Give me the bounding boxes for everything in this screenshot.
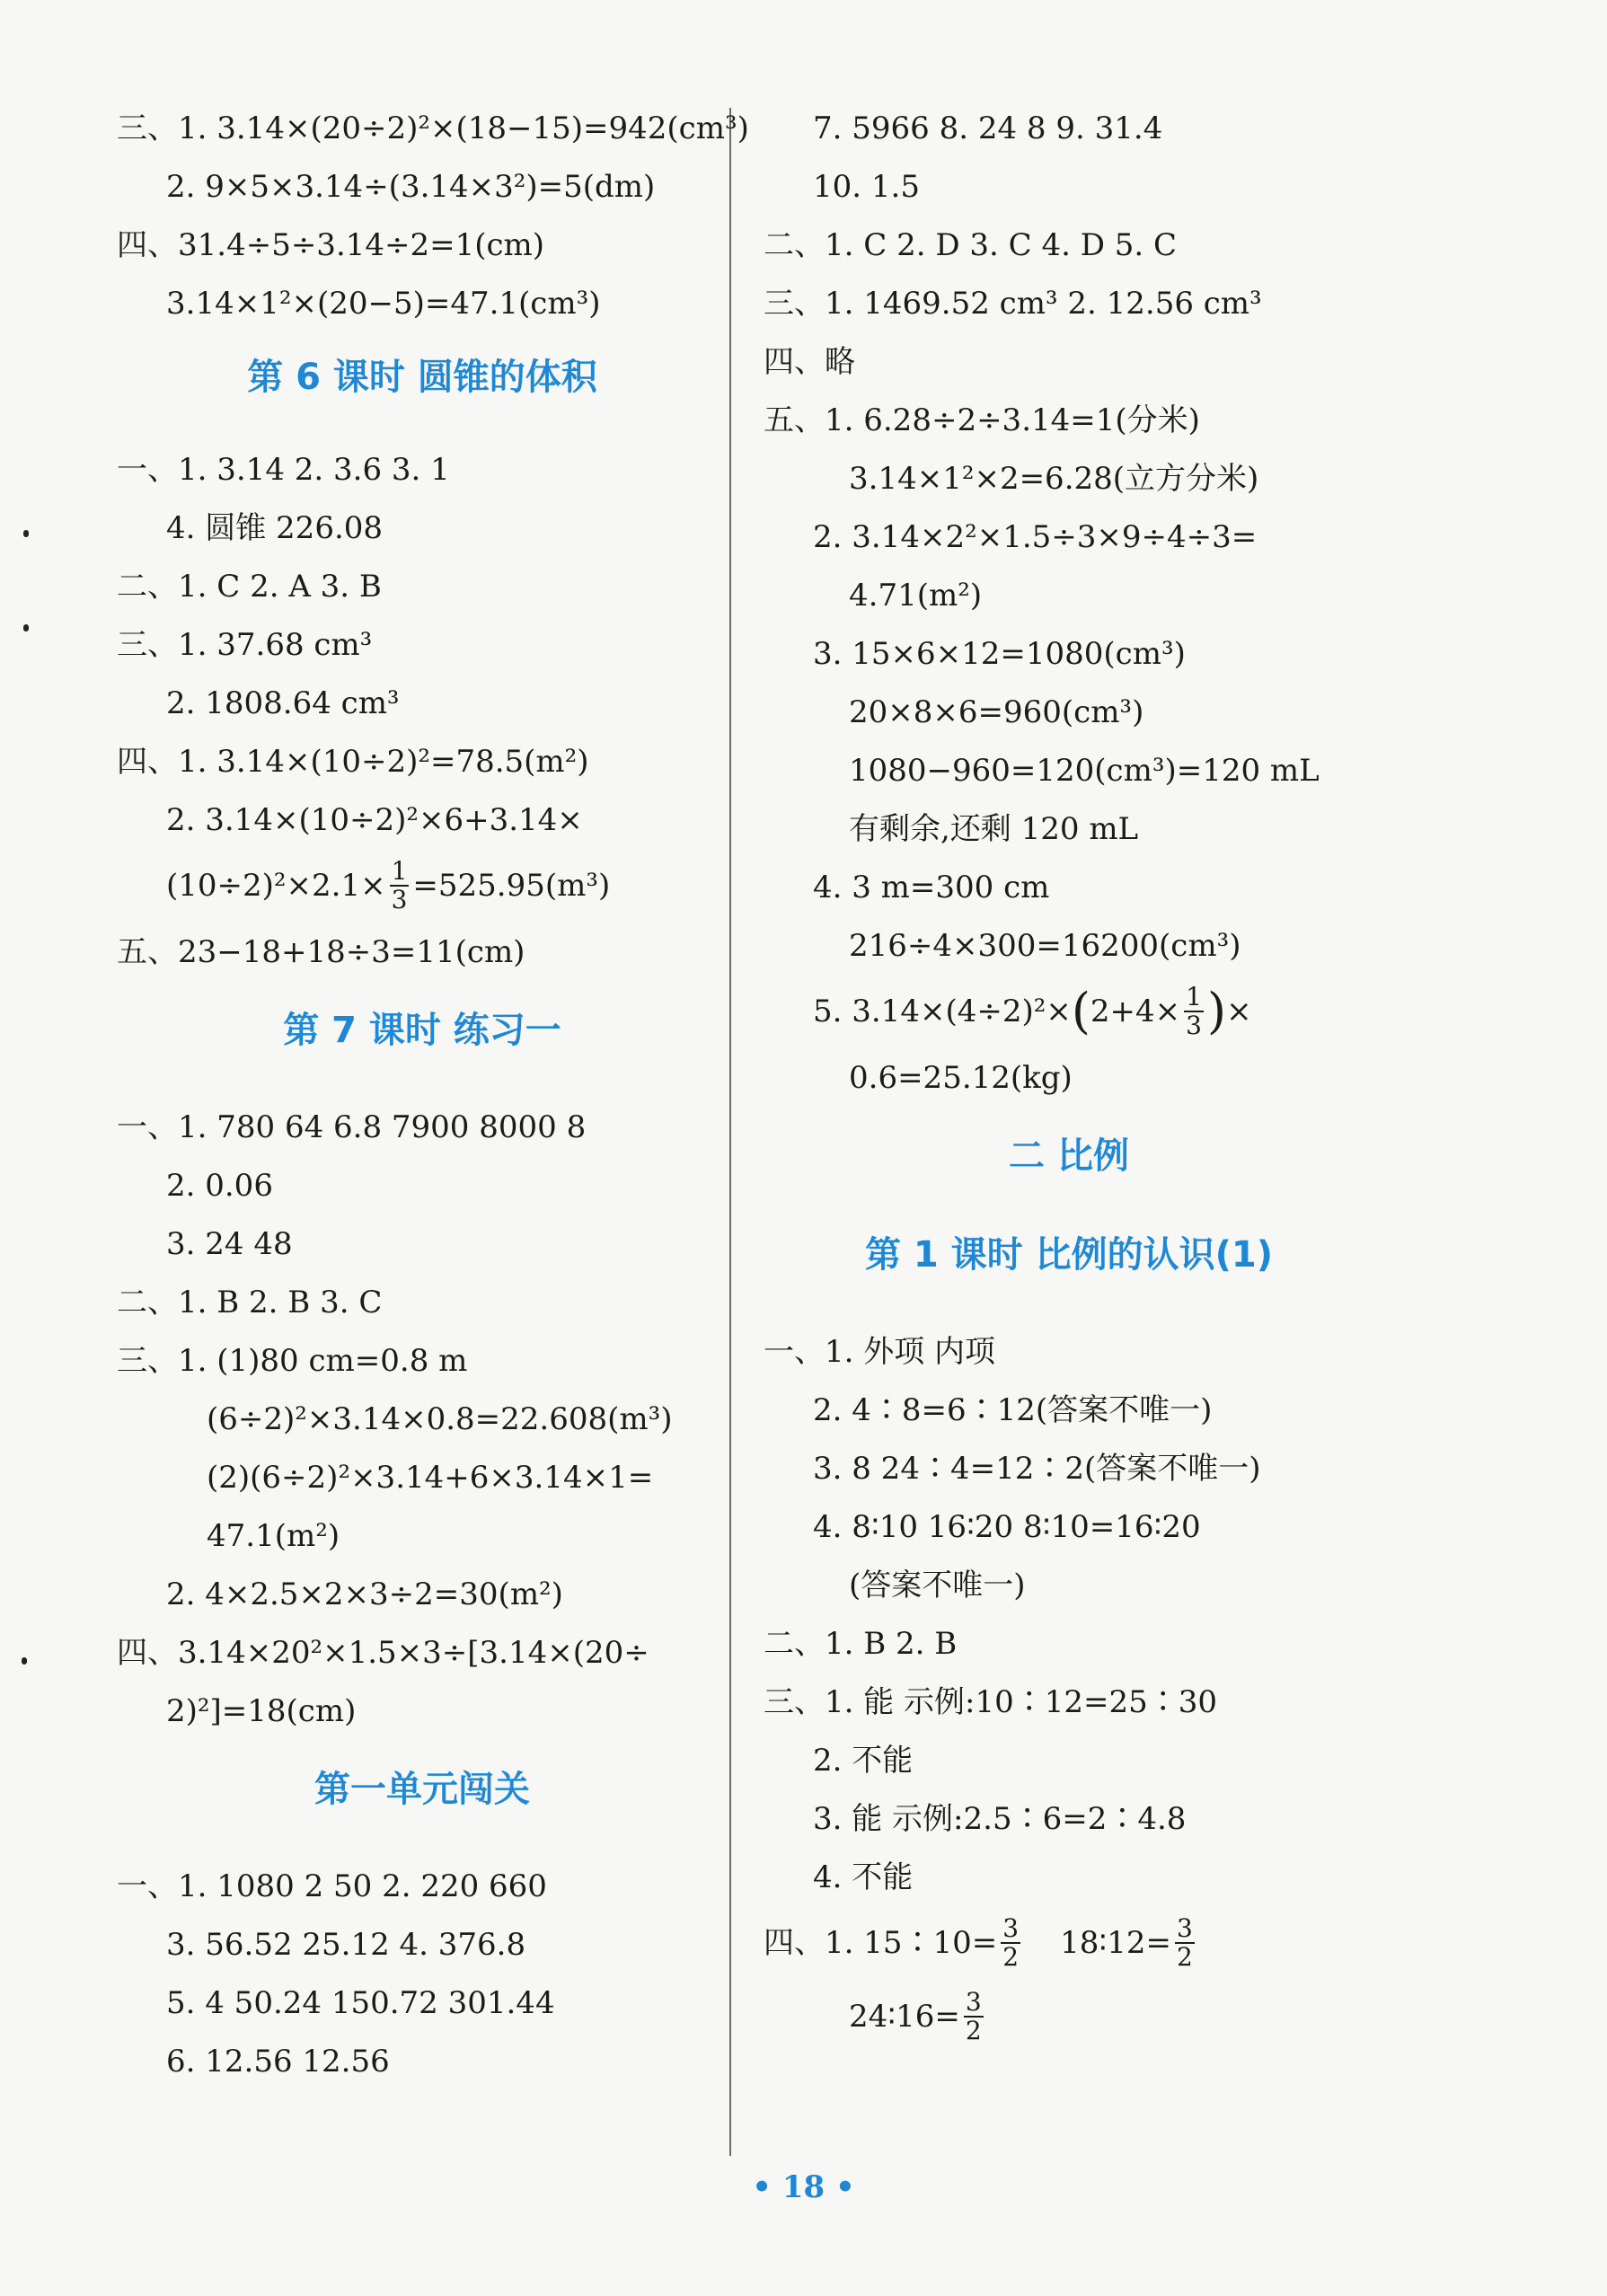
answer-line-fraction: (10÷2)²×2.1× $\frac{1}{3}$ =525.95(m³) [166, 856, 611, 914]
answer-line: 2. 9×5×3.14÷(3.14×3²)=5(dm) [166, 168, 656, 205]
answer-line: 20×8×6=960(cm³) [849, 693, 1144, 730]
answer-line: 0.6=25.12(kg) [849, 1059, 1073, 1096]
answer-line: 一、1. 780 64 6.8 7900 8000 8 [117, 1108, 587, 1145]
page-number: • 18 • [752, 2169, 855, 2205]
answer-line: 3. 24 48 [166, 1225, 293, 1262]
answer-line: 2. 3.14×(10÷2)²×6+3.14× [166, 801, 583, 838]
answer-line: 2. 不能 [813, 1742, 914, 1779]
answer-line: 一、1. 1080 2 50 2. 220 660 [117, 1868, 547, 1904]
answer-line: 6. 12.56 12.56 [166, 2043, 390, 2080]
answer-line: 4. 8∶10 16∶20 8∶10=16∶20 [813, 1508, 1201, 1545]
fraction: $\frac{3}{2}$ [1176, 1913, 1193, 1972]
answer-line: 4. 圆锥 226.08 [166, 509, 384, 546]
answer-line: 三、1. 1469.52 cm³ 2. 12.56 cm³ [764, 285, 1262, 322]
answer-line: 二、1. B 2. B 3. C [117, 1284, 383, 1320]
fraction: $\frac{3}{2}$ [965, 1987, 982, 2045]
fraction: $\frac{1}{3}$ [1186, 982, 1202, 1040]
answer-line: 3. 15×6×12=1080(cm³) [813, 635, 1186, 672]
answer-line: 3. 8 24∶4=12∶2(答案不唯一) [813, 1450, 1261, 1487]
section-heading: 第 6 课时 圆锥的体积 [247, 357, 597, 398]
answer-line: 五、23−18+18÷3=11(cm) [117, 933, 525, 970]
answer-line: 4. 3 m=300 cm [813, 869, 1050, 905]
right-column [764, 99, 1374, 2053]
answer-line: 三、1. 3.14×(20÷2)²×(18−15)=942(cm³) [117, 110, 749, 146]
answer-line: 10. 1.5 [813, 168, 920, 205]
answer-line: 2. 1808.64 cm³ [166, 684, 400, 721]
answer-line: (6÷2)²×3.14×0.8=22.608(m³) [207, 1400, 673, 1437]
column-divider [729, 108, 731, 2156]
fraction: $\frac{1}{3}$ [391, 856, 408, 914]
answer-line: 216÷4×300=16200(cm³) [849, 927, 1241, 964]
answer-line: 4.71(m²) [849, 577, 983, 614]
answer-line: 2)²]=18(cm) [166, 1692, 357, 1729]
answer-line: 2. 4∶8=6∶12(答案不唯一) [813, 1391, 1213, 1428]
answer-line: 2. 3.14×2²×1.5÷3×9÷4÷3= [813, 518, 1258, 555]
answer-line: 3.14×1²×2=6.28(立方分米) [849, 460, 1259, 497]
answer-line: 7. 5966 8. 24 8 9. 31.4 [813, 110, 1163, 146]
unit-heading: 二 比例 [1009, 1135, 1129, 1177]
left-column [117, 99, 749, 2090]
answer-line: 四、略 [764, 343, 855, 380]
answer-line: (答案不唯一) [849, 1567, 1026, 1603]
answer-line: 四、31.4÷5÷3.14÷2=1(cm) [117, 226, 545, 263]
answer-line: 四、1. 3.14×(10÷2)²=78.5(m²) [117, 743, 589, 780]
margin-mark [23, 624, 29, 631]
section-heading: 第 7 课时 练习一 [283, 1010, 561, 1051]
answer-line: 一、1. 外项 内项 [764, 1333, 996, 1370]
answer-line: 5. 4 50.24 150.72 301.44 [166, 1984, 555, 2021]
answer-line: 3. 56.52 25.12 4. 376.8 [166, 1926, 526, 1963]
answer-line: 有剩余,还剩 120 mL [849, 810, 1139, 847]
answer-line: 47.1(m²) [207, 1517, 340, 1554]
answer-line: 三、1. 37.68 cm³ [117, 626, 373, 663]
answer-line: 二、1. C 2. A 3. B [117, 568, 382, 605]
answer-line: 五、1. 6.28÷2÷3.14=1(分米) [764, 402, 1200, 438]
answer-line: 一、1. 3.14 2. 3.6 3. 1 [117, 451, 450, 488]
margin-mark [23, 530, 29, 537]
answer-line: 四、3.14×20²×1.5×3÷[3.14×(20÷ [117, 1634, 649, 1671]
answer-line: 二、1. C 2. D 3. C 4. D 5. C [764, 226, 1178, 263]
answer-line: (2)(6÷2)²×3.14+6×3.14×1= [207, 1459, 654, 1496]
section-heading: 第 1 课时 比例的认识(1) [864, 1234, 1273, 1276]
answer-line: 2. 0.06 [166, 1167, 273, 1204]
answer-line: 三、1. 能 示例:10∶12=25∶30 [764, 1683, 1218, 1720]
answer-line-fraction: 四、1. 15∶10= $\frac{3}{2}$ 18∶12= $\frac{3}{2}$ [764, 1913, 1193, 1972]
margin-mark [22, 1657, 27, 1665]
answer-line: 三、1. (1)80 cm=0.8 m [117, 1342, 468, 1379]
answer-line-fraction: 5. 3.14×(4÷2)²× ( 2+4× $\frac{1}{3}$ ) × [813, 982, 1252, 1040]
answer-line: 3.14×1²×(20−5)=47.1(cm³) [166, 285, 601, 322]
answer-line: 二、1. B 2. B [764, 1625, 958, 1662]
answer-line: 4. 不能 [813, 1859, 914, 1895]
answer-line-fraction: 24∶16= $\frac{3}{2}$ [849, 1987, 982, 2045]
answer-line: 1080−960=120(cm³)=120 mL [849, 752, 1320, 789]
fraction: $\frac{3}{2}$ [1002, 1913, 1020, 1972]
answer-line: 3. 能 示例:2.5∶6=2∶4.8 [813, 1800, 1187, 1837]
section-heading: 第一单元闯关 [314, 1769, 530, 1810]
answer-line: 2. 4×2.5×2×3÷2=30(m²) [166, 1576, 563, 1612]
